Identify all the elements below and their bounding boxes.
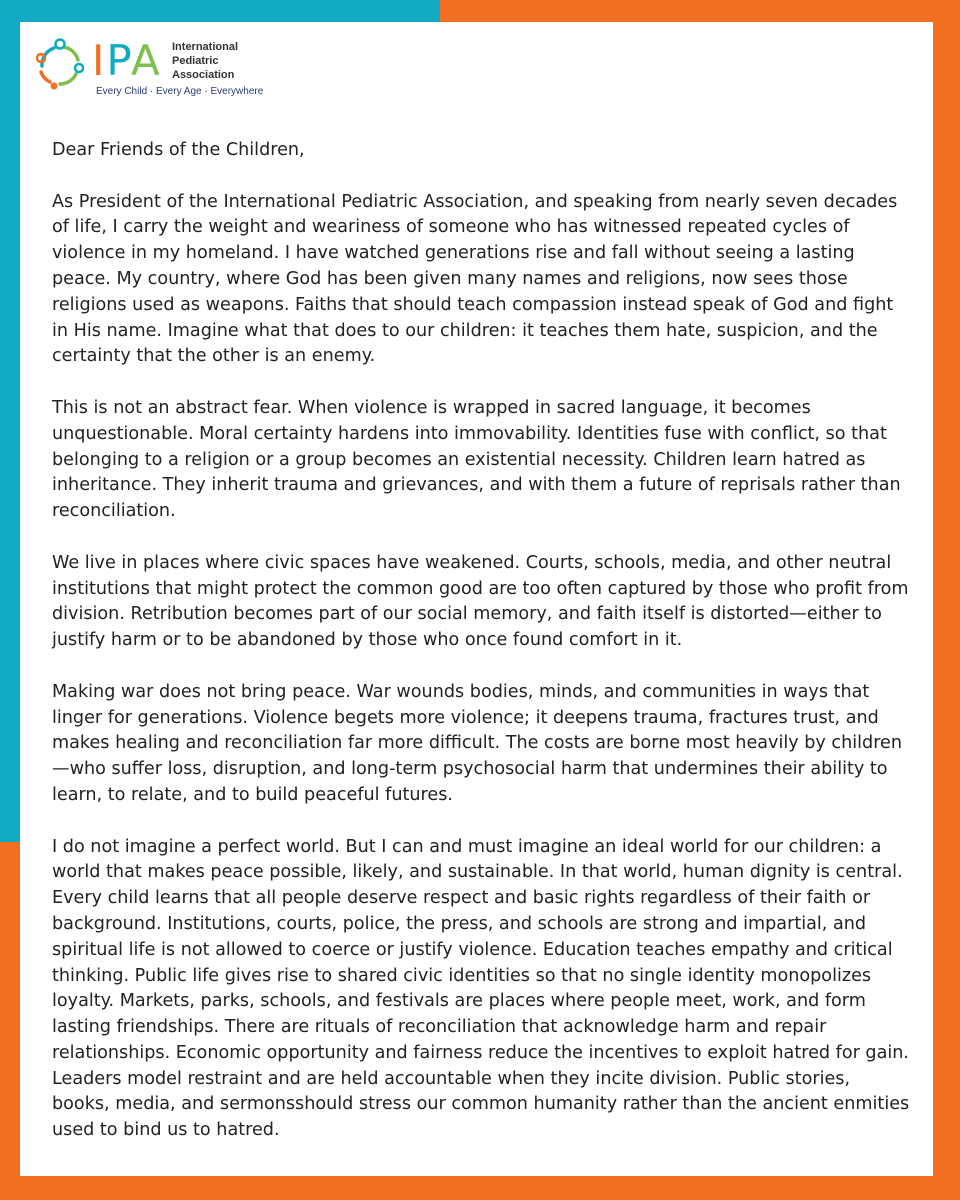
salutation: Dear Friends of the Children, [52,140,305,160]
paragraph: We live in places where civic spaces have weakened. Courts, schools, media, and other neutral institutions that might protect the common good are too often captured by those who profit from division. Retribution becomes part of our social memory, and faith itself is distorted—either to justify harm or to be abandoned by those who once found comfort in it. [52,552,909,651]
logo-letter-i: I [92,36,107,85]
logo-name-line: Pediatric [172,55,219,67]
logo-wordmark [92,36,162,86]
ipa-circle-icon [32,36,88,92]
letter-sheet [20,22,933,1176]
paragraph: As President of the International Pediatric Association, and speaking from nearly seven decades of life, I carry the weight and weariness of someone who has witnessed repeated cycles of violence in my homeland. I have watched generations rise and fall without seeing a lasting peace. My country, where God has been given many names and religions, now sees those religions used as weapons. Faiths that should teach compassion instead speak of God and fight in His name. Imagine what that does to our children: it teaches them hate, suspicion, and the certainty that the other is an enemy. [52,191,898,367]
logo-letter-a: A [131,36,162,85]
logo-tagline: Every Child · Every Age · Everywhere [96,86,264,97]
logo-org-name [172,40,238,82]
logo-name-line: International [172,41,239,53]
teal-border-left [0,0,20,842]
paragraph: Making war does not bring peace. War wounds bodies, minds, and communities in ways that linger for generations. Violence begets more violence; it deepens trauma, fractures trust, and makes healing and reconciliation far more difficult. The costs are borne most heavily by children—who suffer loss, disruption, and long-term psychosocial harm that undermines their ability to learn, to relate, and to build peaceful futures. [52,681,903,805]
ipa-logo [32,36,292,106]
logo-letter-p: P [106,36,132,85]
paragraph: I do not imagine a perfect world. But I can and must imagine an ideal world for our children: a world that makes peace possible, likely, and sustainable. In that world, human dignity is central. Every child learns that all people deserve respect and basic rights regardless of their faith or background. Institutions, courts, police, the press, and schools are strong and impartial, and spiritual life is not allowed to coerce or justify violence. Education teaches empathy and critical thinking. Public life gives rise to shared civic identities so that no single identity monopolizes loyalty. Markets, parks, schools, and festivals are places where people meet, work, and form lasting friendships. There are rituals of reconciliation that acknowledge harm and repair relationships. Economic opportunity and fairness reduce the incentives to exploit hatred for gain. Leaders model restraint and are held accountable when they incite division. Public stories, books, media, and sermonsshould stress our common humanity rather than the ancient enmities used to bind us to hatred. [52,836,910,1141]
teal-border-top [0,0,440,22]
paragraph: This is not an abstract fear. When violence is wrapped in sacred language, it becomes unquestionable. Moral certainty hardens into immovability. Identities fuse with conflict, so that belonging to a religion or a group becomes an existential necessity. Children learn hatred as inheritance. They inherit trauma and grievances, and with them a future of reprisals rather than reconciliation. [52,397,901,522]
logo-name-line: Association [172,69,235,81]
letter-body [52,138,912,1170]
